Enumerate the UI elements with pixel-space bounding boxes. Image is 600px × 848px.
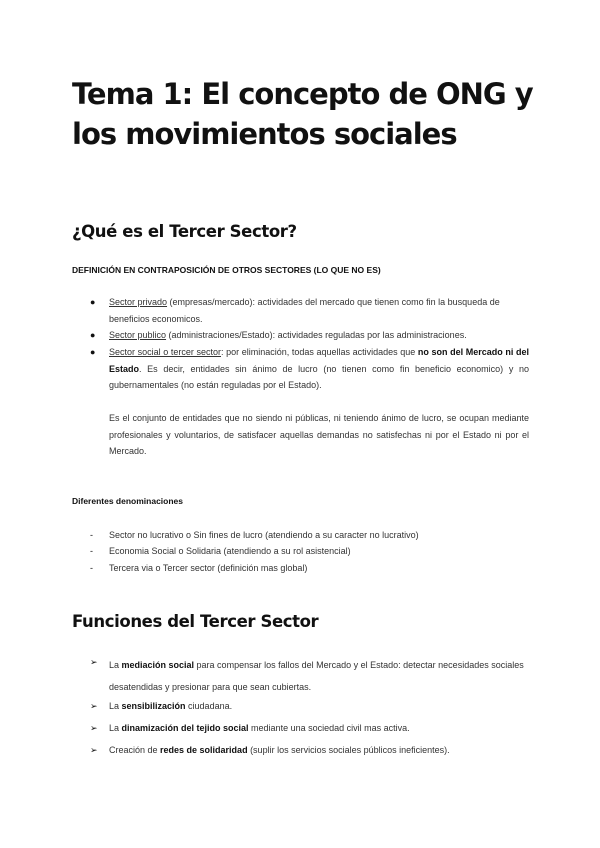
term-sector-publico: Sector publico [109, 330, 167, 340]
bullet-text: : por eliminación, todas aquellas actividades que [221, 347, 418, 357]
item-text: Creación de [109, 745, 161, 755]
item-text: La [109, 701, 122, 711]
bullet-sector-privado [109, 294, 529, 327]
dash-marker-icon: - [90, 546, 93, 556]
bullet-bold-text: no son del Mercado ni del Estado [109, 347, 530, 374]
bullet-text: (empresas/mercado): actividades del mercado que tienen como fin la busqueda de beneficios economicos. [109, 297, 500, 324]
list-item: Economia Social o Solidaria (atendiendo a su rol asistencial) [109, 546, 351, 556]
term-sector-privado: Sector privado [109, 297, 168, 307]
bullet-sector-publico [109, 327, 529, 344]
bullet-dot-icon: ● [90, 297, 96, 307]
dash-marker-icon: - [90, 530, 93, 540]
item-text: (suplir los servicios sociales públicos ineficientes). [247, 745, 450, 755]
bullet-dot-icon: ● [90, 330, 96, 340]
arrow-marker-icon: ➢ [90, 723, 98, 733]
bullet-dot-icon: ● [90, 347, 96, 357]
item-text: para compensar los fallos del Mercado y el Estado: detectar necesidades sociales desatendidas y presionar para que sean cubiertas. [109, 660, 524, 692]
item-text: La [109, 660, 122, 670]
section-heading-funciones: Funciones del Tercer Sector [72, 612, 319, 631]
item-bold-text: redes de solidaridad [160, 745, 248, 755]
item-bold-text: mediación social [121, 660, 195, 670]
arrow-marker-icon: ➢ [90, 701, 98, 711]
item-bold-text: dinamización del tejido social [121, 723, 249, 733]
list-item [109, 720, 529, 737]
bullet-text: . Es decir, entidades sin ánimo de lucro (no tienen como fin beneficio economico) y no gubernamentales (no están reguladas por el Estado). [109, 363, 529, 390]
definition-subheading: DEFINICIÓN EN CONTRAPOSICIÓN DE OTROS SECTORES (LO QUE NO ES) [72, 265, 381, 275]
arrow-marker-icon: ➢ [90, 657, 98, 667]
arrow-marker-icon: ➢ [90, 745, 98, 755]
section-heading-tercer-sector: ¿Qué es el Tercer Sector? [72, 222, 297, 241]
list-item [109, 698, 529, 715]
item-text: mediante una sociedad civil mas activa. [248, 723, 410, 733]
dash-marker-icon: - [90, 563, 93, 573]
bullet-text: (administraciones/Estado): actividades reguladas por las administraciones. [166, 330, 467, 340]
item-bold-text: sensibilización [121, 701, 186, 711]
page-title: Tema 1: El concepto de ONG y los movimientos sociales [72, 77, 533, 151]
list-item: Sector no lucrativo o Sin fines de lucro (atendiendo a su caracter no lucrativo) [109, 530, 419, 540]
definition-paragraph: Es el conjunto de entidades que no siendo ni públicas, ni teniendo ánimo de lucro, se ocupan mediante profesionales y voluntarios, de satisfacer aquellas demandas no satisfechas ni por el Estado ni por el Mercado. [109, 413, 529, 456]
item-text: La [109, 723, 122, 733]
list-item [109, 654, 529, 698]
item-text: ciudadana. [185, 701, 233, 711]
bullet-sector-social [109, 344, 529, 394]
list-item [109, 742, 529, 759]
term-sector-social: Sector social o tercer sector [109, 347, 221, 357]
denominaciones-heading: Diferentes denominaciones [72, 496, 184, 506]
list-item: Tercera via o Tercer sector (definición mas global) [109, 563, 308, 573]
